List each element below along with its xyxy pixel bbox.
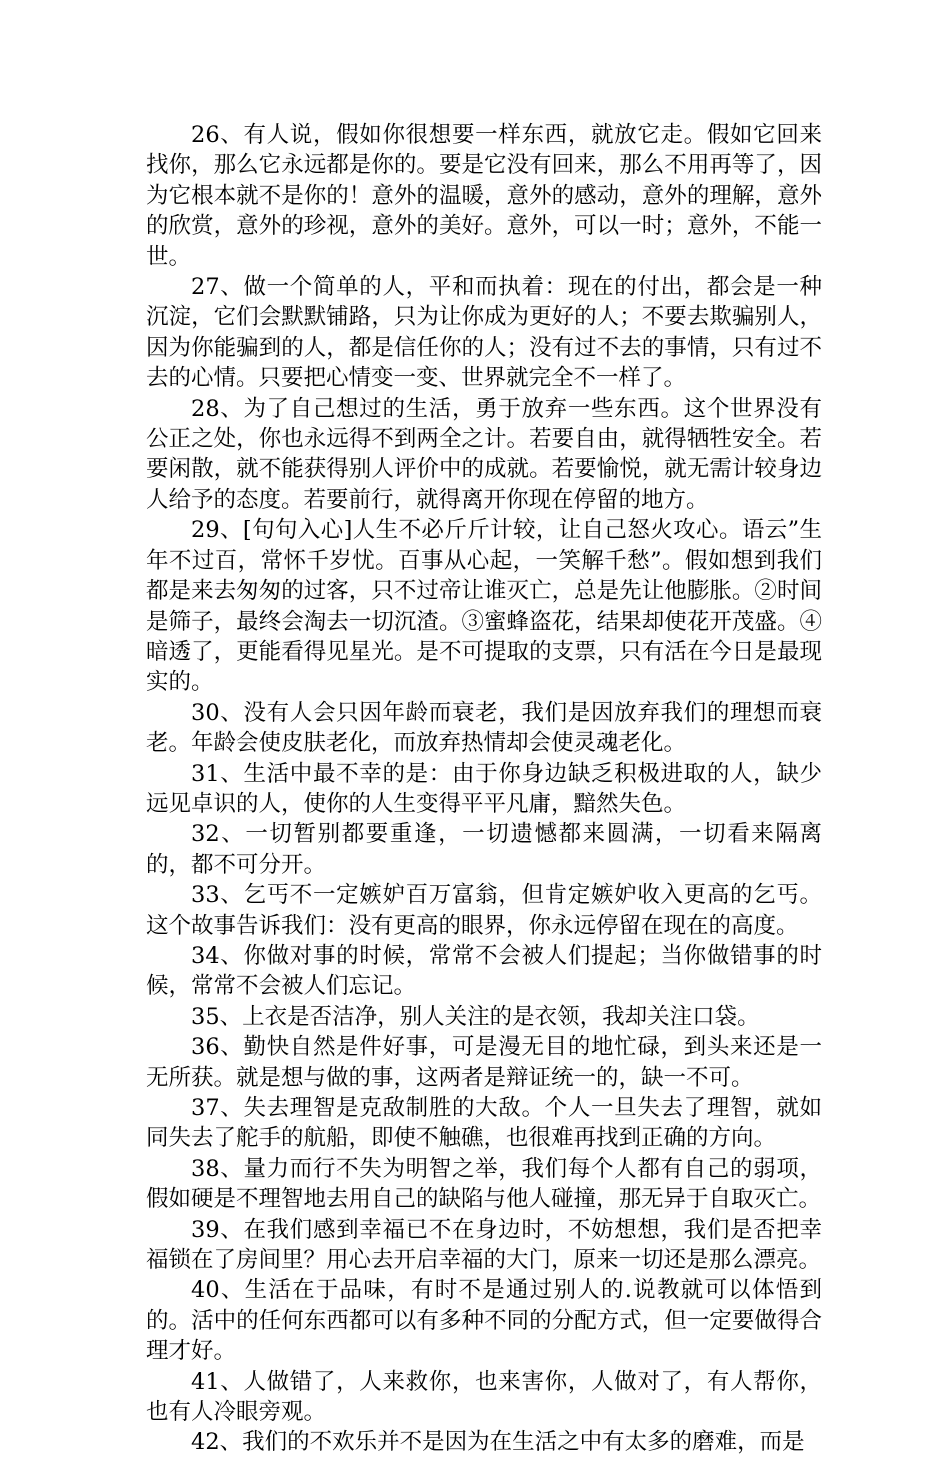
paragraph-35: 35、上衣是否洁净，别人关注的是衣领，我却关注口袋。	[191, 1003, 760, 1030]
paragraph-42: 42、我们的不欢乐并不是因为在生活之中有太多的磨难，而是	[191, 1429, 805, 1456]
paragraph-26: 26、有人说，假如你很想要一样东西，就放它走。假如它回来找你，那么它永远都是你的。要是它没有回来，那么不用再等了，因为它根本就不是你的！意外的温暖，意外的感动，意外的理解，意外的欣赏，意外的珍视，意外的美好。意外，可以一时；意外，不能一世。	[146, 122, 822, 270]
paragraph-37: 37、失去理智是克敌制胜的大敌。个人一旦失去了理智，就如同失去了舵手的航船，即使不触礁，也很难再找到正确的方向。	[146, 1095, 822, 1152]
paragraph-33: 33、乞丐不一定嫉妒百万富翁，但肯定嫉妒收入更高的乞丐。这个故事告诉我们：没有更高的眼界，你永远停留在现在的高度。	[146, 882, 822, 939]
paragraph-39: 39、在我们感到幸福已不在身边时，不妨想想，我们是否把幸福锁在了房间里？用心去开启幸福的大门，原来一切还是那么漂亮。	[146, 1216, 822, 1274]
paragraph-36: 36、勤快自然是件好事，可是漫无目的地忙碌，到头来还是一无所获。就是想与做的事，这两者是辩证统一的，缺一不可。	[146, 1034, 822, 1091]
paragraph-34: 34、你做对事的时候，常常不会被人们提起；当你做错事的时候，常常不会被人们忘记。	[146, 942, 822, 1000]
paragraph-29: 29、[句句入心]人生不必斤斤计较，让自己怒火攻心。语云”生年不过百，常怀千岁忧。百事从心起，一笑解千愁”。假如想到我们都是来去匆匆的过客，只不过帝让谁灭亡，总是先让他膨胀。②时间是筛子，最终会淘去一切沉渣。③蜜蜂盗花，结果却使花开茂盛。④暗透了，更能看得见星光。是不可提取的支票，只有活在今日是最现实的。	[146, 517, 822, 696]
document-page	[146, 120, 822, 1458]
paragraph-27: 27、做一个简单的人，平和而执着：现在的付出，都会是一种沉淀，它们会默默铺路，只为让你成为更好的人；不要去欺骗别人，因为你能骗到的人，都是信任你的人；没有过不去的事情，只有过不去的心情。只要把心情变一变、世界就完全不一样了。	[146, 274, 822, 392]
paragraph-31: 31、生活中最不幸的是：由于你身边缺乏积极进取的人，缺少远见卓识的人，使你的人生变得平平凡庸，黯然失色。	[146, 760, 822, 817]
paragraph-32: 32、一切暂别都要重逢，一切遗憾都来圆满，一切看来隔离的，都不可分开。	[146, 821, 822, 878]
paragraph-41: 41、人做错了，人来救你，也来害你，人做对了，有人帮你，也有人冷眼旁观。	[146, 1368, 822, 1426]
paragraph-38: 38、量力而行不失为明智之举，我们每个人都有自己的弱项，假如硬是不理智地去用自己的缺陷与他人碰撞，那无异于自取灭亡。	[146, 1155, 822, 1213]
paragraph-28: 28、为了自己想过的生活，勇于放弃一些东西。这个世界没有公正之处，你也永远得不到两全之计。若要自由，就得牺牲安全。若要闲散，就不能获得别人评价中的成就。若要愉悦，就无需计较身边人给予的态度。若要前行，就得离开你现在停留的地方。	[146, 395, 822, 513]
paragraph-30: 30、没有人会只因年龄而衰老，我们是因放弃我们的理想而衰老。年龄会使皮肤老化，而放弃热情却会使灵魂老化。	[146, 699, 822, 757]
paragraph-40: 40、生活在于品味，有时不是通过别人的.说教就可以体悟到的。活中的任何东西都可以有多种不同的分配方式，但一定要做得合理才好。	[146, 1277, 822, 1365]
